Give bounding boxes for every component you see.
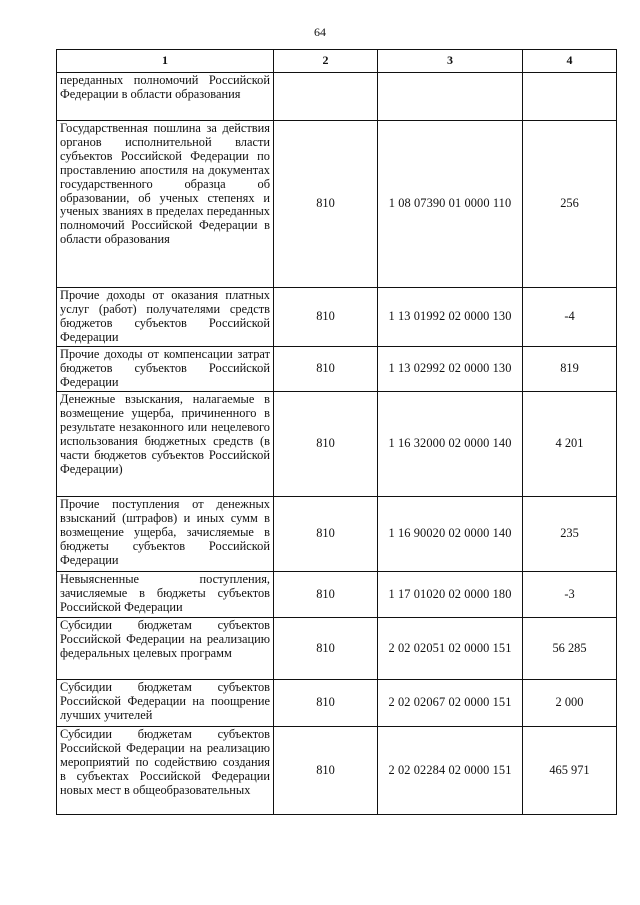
table-row [57,680,617,727]
admin-code [274,73,378,121]
admin-code: 810 [274,680,378,727]
description-text: Прочие поступления от денежных взысканий (штрафов) и иных сумм в возмещение ущерба, зачисляемые в бюджеты субъектов Российской Федерации [60,497,270,567]
admin-code: 810 [274,497,378,572]
amount: 256 [523,121,617,288]
revenue-description [57,121,274,288]
header-col-2: 2 [274,50,378,73]
revenue-description [57,392,274,497]
admin-code: 810 [274,121,378,288]
table-row [57,497,617,572]
description-text: переданных полномочий Российской Федерации в области образования [60,73,270,101]
revenue-table [56,49,617,815]
revenue-description [57,347,274,392]
description-text: Прочие доходы от компенсации затрат бюджетов субъектов Российской Федерации [60,347,270,389]
description-text: Прочие доходы от оказания платных услуг (работ) получателями средств бюджетов субъектов Российской Федерации [60,288,270,344]
description-text: Государственная пошлина за действия органов исполнительной власти субъектов Российской Федерации по проставлению апостиля на документах государственного образца об образовании, об ученых степенях и ученых званиях в пределах переданных полномочий Российской Федерации в области образования [60,121,270,247]
description-text: Невыясненные поступления, зачисляемые в бюджеты субъектов Российской Федерации [60,572,270,614]
description-text: Денежные взыскания, налагаемые в возмещение ущерба, причиненного в результате незаконного или нецелевого использования бюджетных средств (в части бюджетов субъектов Российской Федерации) [60,392,270,476]
table-row [57,121,617,288]
description-text: Субсидии бюджетам субъектов Российской Федерации на реализацию федеральных целевых программ [60,618,270,660]
table-row [57,73,617,121]
description-text: Субсидии бюджетам субъектов Российской Федерации на реализацию мероприятий по содействию создания в субъектах Российской Федерации новых мест в общеобразовательных [60,727,270,797]
page-number: 64 [314,25,326,39]
amount: 2 000 [523,680,617,727]
amount: -4 [523,288,617,347]
admin-code: 810 [274,618,378,680]
budget-classification-code [378,73,523,121]
budget-classification-code: 1 13 02992 02 0000 130 [378,347,523,392]
table-row [57,392,617,497]
table-row [57,347,617,392]
amount: 235 [523,497,617,572]
header-col-4: 4 [523,50,617,73]
budget-classification-code: 1 16 90020 02 0000 140 [378,497,523,572]
amount [523,73,617,121]
table-row [57,727,617,815]
admin-code: 810 [274,288,378,347]
revenue-description [57,572,274,618]
amount: 465 971 [523,727,617,815]
budget-classification-code: 1 13 01992 02 0000 130 [378,288,523,347]
budget-classification-code: 1 16 32000 02 0000 140 [378,392,523,497]
revenue-description [57,680,274,727]
revenue-description [57,497,274,572]
budget-classification-code: 2 02 02067 02 0000 151 [378,680,523,727]
table-row [57,618,617,680]
header-row [57,50,617,73]
budget-classification-code: 2 02 02284 02 0000 151 [378,727,523,815]
table-row [57,572,617,618]
admin-code: 810 [274,572,378,618]
description-text: Субсидии бюджетам субъектов Российской Федерации на поощрение лучших учителей [60,680,270,722]
budget-classification-code: 2 02 02051 02 0000 151 [378,618,523,680]
revenue-description [57,727,274,815]
admin-code: 810 [274,347,378,392]
amount: 56 285 [523,618,617,680]
amount: 819 [523,347,617,392]
admin-code: 810 [274,727,378,815]
revenue-description [57,288,274,347]
amount: 4 201 [523,392,617,497]
budget-classification-code: 1 17 01020 02 0000 180 [378,572,523,618]
header-col-3: 3 [378,50,523,73]
header-col-1: 1 [57,50,274,73]
table-row [57,288,617,347]
admin-code: 810 [274,392,378,497]
amount: -3 [523,572,617,618]
budget-classification-code: 1 08 07390 01 0000 110 [378,121,523,288]
revenue-description [57,618,274,680]
revenue-description [57,73,274,121]
